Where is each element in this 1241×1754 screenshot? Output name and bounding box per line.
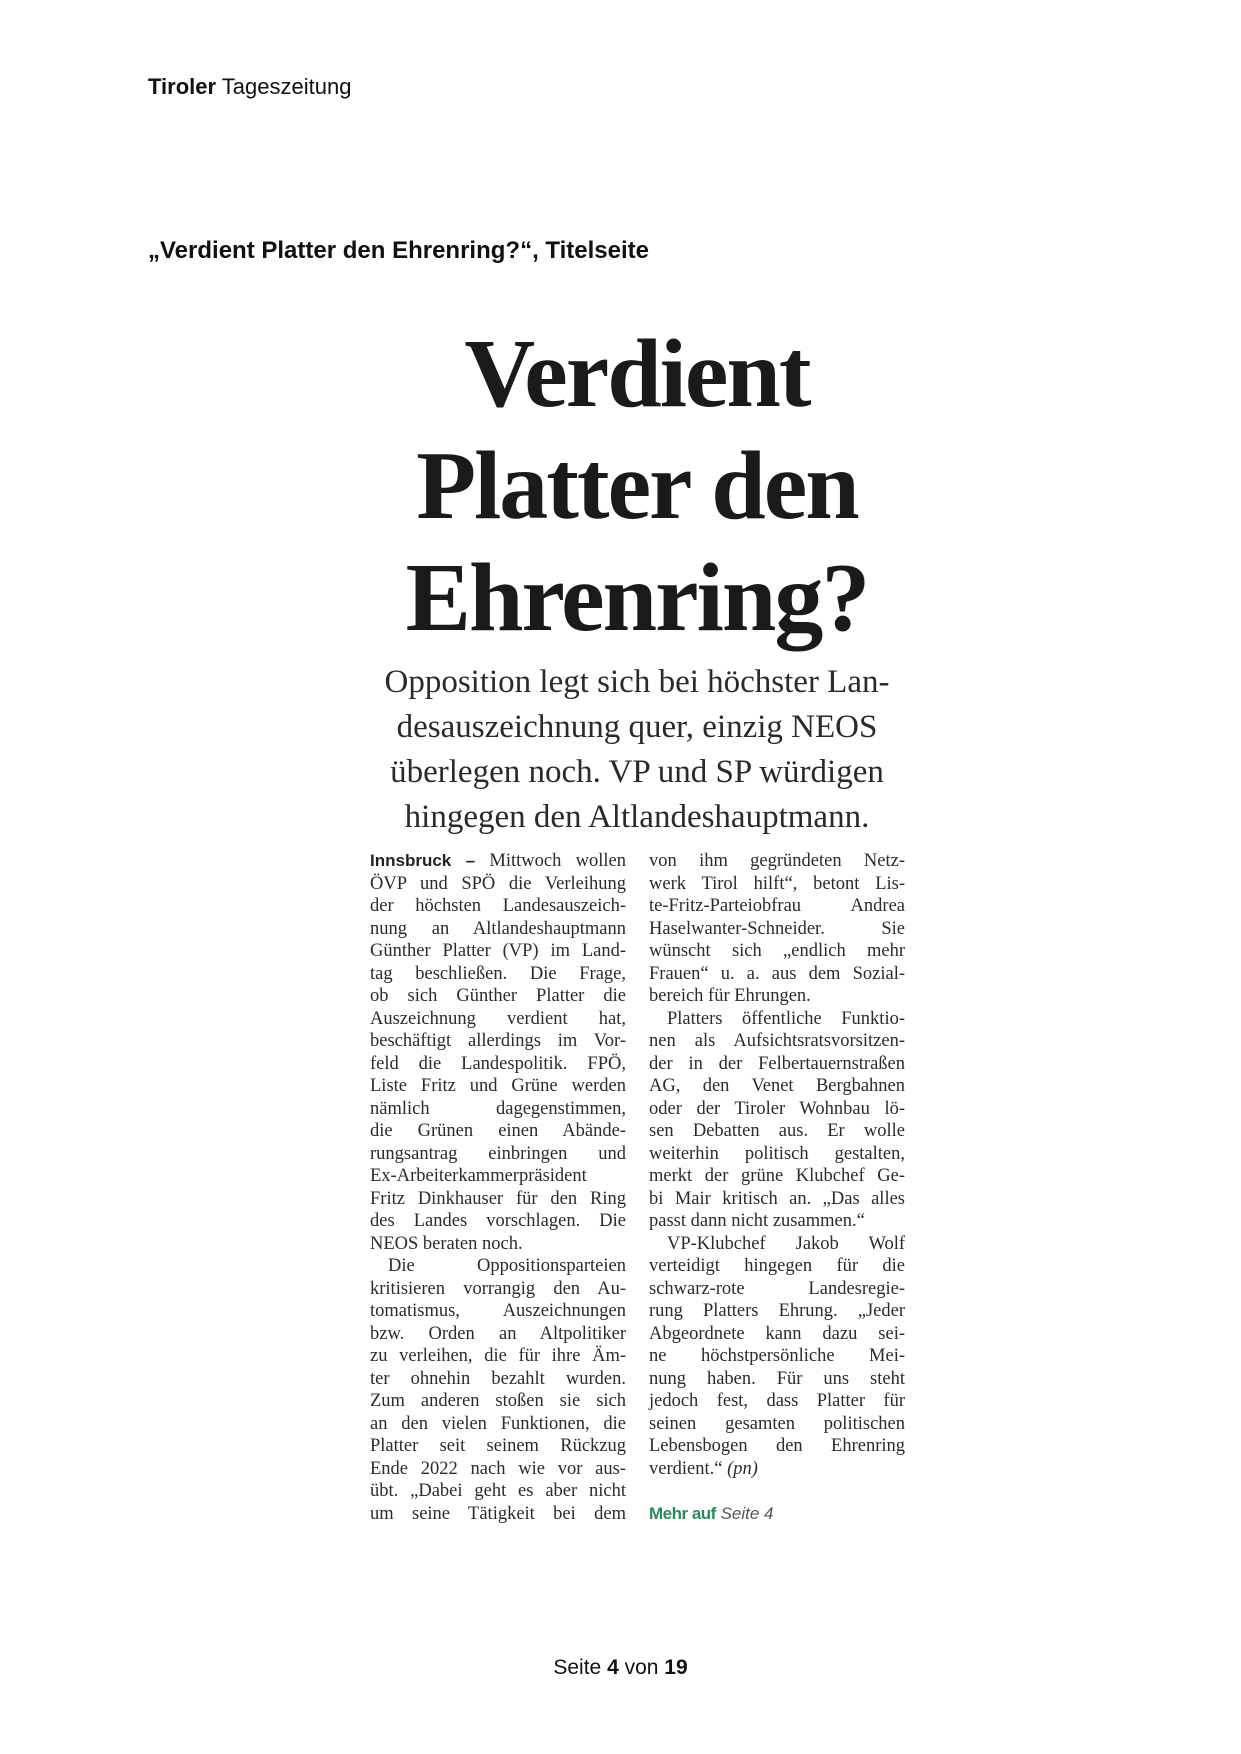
line-text: rungsantrag einbringen und bbox=[370, 1143, 626, 1164]
text-line bbox=[370, 1368, 626, 1391]
publication-name-regular: Tageszeitung bbox=[221, 74, 352, 99]
line-text: die Grünen einen Abände- bbox=[370, 1121, 626, 1141]
line-text: jedoch fest, dass Platter für bbox=[649, 1391, 905, 1411]
line-text: oder der Tiroler Wohnbau lö- bbox=[649, 1098, 905, 1119]
line-text: tag beschließen. Die Frage, bbox=[370, 963, 626, 984]
text-line bbox=[649, 1165, 905, 1188]
publication-name bbox=[148, 74, 351, 100]
text-line bbox=[370, 1480, 626, 1503]
text-line bbox=[370, 1008, 626, 1031]
text-line bbox=[370, 873, 626, 896]
article-reference: „Verdient Platter den Ehrenring?“, Titelseite bbox=[148, 237, 650, 264]
line-text: Ex-Arbeiterkammerpräsident bbox=[370, 1166, 587, 1186]
text-line bbox=[370, 940, 626, 963]
text-line bbox=[370, 1503, 626, 1526]
line-text: von ihm gegründeten Netz- bbox=[649, 851, 905, 871]
text-line bbox=[370, 895, 626, 918]
text-line bbox=[649, 1323, 905, 1346]
text-line bbox=[649, 1053, 905, 1076]
line-text: verteidigt hingegen für die bbox=[649, 1256, 905, 1276]
line-text: nung haben. Für uns steht bbox=[649, 1368, 905, 1389]
text-line bbox=[649, 1143, 905, 1166]
line-text: NEOS beraten noch. bbox=[370, 1233, 523, 1254]
text-line bbox=[370, 1120, 626, 1143]
text-line bbox=[649, 895, 905, 918]
headline bbox=[337, 318, 937, 654]
line-text: schwarz-rote Landesregie- bbox=[649, 1278, 905, 1299]
author-initials: (pn) bbox=[727, 1458, 758, 1479]
text-line bbox=[649, 1233, 905, 1256]
line-text: sen Debatten aus. Er wolle bbox=[649, 1121, 905, 1141]
text-line bbox=[370, 1233, 626, 1256]
line-text: Mittwoch wollen bbox=[489, 851, 627, 871]
more-on-page-link[interactable] bbox=[649, 1503, 905, 1526]
text-line bbox=[370, 1075, 626, 1098]
line-text: Ende 2022 nach wie vor aus- bbox=[370, 1458, 626, 1479]
line-text: nung an Altlandeshauptmann bbox=[370, 918, 626, 939]
line-text: Günther Platter (VP) im Land- bbox=[370, 941, 626, 961]
more-label: Mehr auf bbox=[649, 1503, 716, 1523]
text-line bbox=[370, 985, 626, 1008]
text-line bbox=[370, 1458, 626, 1481]
text-line bbox=[649, 1278, 905, 1301]
deck-line: desauszeichnung quer, einzig NEOS bbox=[396, 709, 878, 745]
text-line bbox=[649, 1368, 905, 1391]
more-page: Seite 4 bbox=[720, 1503, 774, 1523]
deck-line: überlegen noch. VP und SP würdigen bbox=[390, 754, 884, 790]
text-line bbox=[370, 1413, 626, 1436]
text-line bbox=[370, 1435, 626, 1458]
line-text: um seine Tätigkeit bei dem bbox=[370, 1503, 626, 1524]
page-footer bbox=[0, 1656, 1241, 1680]
line-text: merkt der grüne Klubchef Ge- bbox=[649, 1166, 905, 1186]
text-line bbox=[370, 1345, 626, 1368]
line-text: bi Mair kritisch an. „Das alles bbox=[649, 1188, 905, 1209]
footer-prefix: Seite bbox=[553, 1656, 602, 1679]
line-text: nämlich dagegenstimmen, bbox=[370, 1098, 626, 1119]
text-line bbox=[370, 1030, 626, 1053]
deck-subheadline bbox=[337, 660, 937, 840]
line-text: an den vielen Funktionen, die bbox=[370, 1413, 626, 1434]
line-text: kritisieren vorrangig den Au- bbox=[370, 1278, 626, 1299]
line-text: verdient.“ bbox=[649, 1458, 723, 1479]
line-text: ÖVP und SPÖ die Verleihung bbox=[370, 873, 626, 894]
line-text: Lebensbogen den Ehrenring bbox=[649, 1436, 905, 1456]
text-line bbox=[649, 963, 905, 986]
line-text: zu verleihen, die für ihre Äm- bbox=[370, 1346, 626, 1366]
line-text: bereich für Ehrungen. bbox=[649, 986, 811, 1006]
line-text: der in der Felbertauernstraßen bbox=[649, 1053, 905, 1074]
line-text: Die Oppositionsparteien bbox=[388, 1256, 626, 1276]
line-text: te-Fritz-Parteiobfrau Andrea bbox=[649, 896, 905, 916]
footer-page-number: 4 bbox=[607, 1656, 619, 1679]
line-text: VP-Klubchef Jakob Wolf bbox=[667, 1233, 905, 1254]
line-text: ter ohnehin bezahlt wurden. bbox=[370, 1368, 626, 1389]
line-text: Platters öffentliche Funktio- bbox=[667, 1008, 905, 1029]
text-line bbox=[370, 1323, 626, 1346]
spacer-line bbox=[649, 1480, 905, 1503]
text-line bbox=[370, 1053, 626, 1076]
line-text: wünscht sich „endlich mehr bbox=[649, 941, 905, 961]
line-text: Platter seit seinem Rückzug bbox=[370, 1436, 626, 1456]
article-column-left bbox=[370, 850, 626, 1525]
line-text: Fritz Dinkhauser für den Ring bbox=[370, 1188, 626, 1209]
headline-line: Verdient bbox=[464, 320, 810, 428]
line-text: nen als Aufsichtsratsvorsitzen- bbox=[649, 1031, 905, 1051]
headline-line: Platter den bbox=[416, 432, 858, 540]
deck-line: Opposition legt sich bei höchster Lan- bbox=[384, 664, 890, 700]
line-text: des Landes vorschlagen. Die bbox=[370, 1211, 626, 1231]
line-text: Frauen“ u. a. aus dem Sozial- bbox=[649, 963, 905, 984]
text-line bbox=[649, 1413, 905, 1436]
line-text: werk Tirol hilft“, betont Lis- bbox=[649, 873, 905, 894]
text-line bbox=[370, 918, 626, 941]
text-line bbox=[370, 850, 626, 873]
text-line bbox=[649, 1345, 905, 1368]
text-line bbox=[649, 1075, 905, 1098]
text-line bbox=[370, 1278, 626, 1301]
text-line bbox=[370, 1165, 626, 1188]
text-line bbox=[649, 1390, 905, 1413]
line-text: feld die Landespolitik. FPÖ, bbox=[370, 1053, 626, 1074]
line-text: Haselwanter-Schneider. Sie bbox=[649, 918, 905, 939]
text-line bbox=[370, 1255, 626, 1278]
text-line bbox=[649, 1030, 905, 1053]
line-text: Abgeordnete kann dazu sei- bbox=[649, 1323, 905, 1344]
line-text: Auszeichnung verdient hat, bbox=[370, 1008, 626, 1029]
text-line bbox=[649, 1435, 905, 1458]
text-line bbox=[370, 1143, 626, 1166]
text-line bbox=[649, 1098, 905, 1121]
text-line bbox=[649, 1300, 905, 1323]
text-line bbox=[370, 1300, 626, 1323]
text-line bbox=[649, 1210, 905, 1233]
text-line bbox=[370, 1210, 626, 1233]
line-text: AG, den Venet Bergbahnen bbox=[649, 1076, 905, 1096]
line-text: ob sich Günther Platter die bbox=[370, 986, 626, 1006]
text-line bbox=[649, 918, 905, 941]
line-text: seinen gesamten politischen bbox=[649, 1413, 905, 1434]
publication-name-bold: Tiroler bbox=[148, 74, 217, 99]
text-line bbox=[370, 1098, 626, 1121]
footer-page-total: 19 bbox=[664, 1656, 688, 1679]
article-column-right bbox=[649, 850, 905, 1525]
line-text: weiterhin politisch gestalten, bbox=[649, 1143, 905, 1164]
text-line bbox=[370, 1188, 626, 1211]
text-line bbox=[649, 940, 905, 963]
line-text: beschäftigt allerdings im Vor- bbox=[370, 1031, 626, 1051]
text-line bbox=[370, 963, 626, 986]
line-text: Zum anderen stoßen sie sich bbox=[370, 1391, 626, 1411]
text-line bbox=[370, 1390, 626, 1413]
text-line bbox=[649, 1255, 905, 1278]
line-text: übt. „Dabei geht es aber nicht bbox=[370, 1481, 626, 1501]
dateline: Innsbruck – bbox=[370, 851, 476, 870]
text-line bbox=[649, 1188, 905, 1211]
footer-of: von bbox=[624, 1656, 659, 1679]
line-text: passt dann nicht zusammen.“ bbox=[649, 1211, 865, 1231]
text-line bbox=[649, 985, 905, 1008]
deck-line: hingegen den Altlandeshauptmann. bbox=[404, 799, 870, 835]
text-line bbox=[649, 1458, 905, 1481]
headline-line: Ehrenring? bbox=[405, 544, 869, 652]
text-line bbox=[649, 1120, 905, 1143]
text-line bbox=[649, 850, 905, 873]
line-text: bzw. Orden an Altpolitiker bbox=[370, 1323, 626, 1344]
text-line bbox=[649, 873, 905, 896]
line-text: ne höchstpersönliche Mei- bbox=[649, 1346, 905, 1366]
line-text: der höchsten Landesauszeich- bbox=[370, 896, 626, 916]
line-text: tomatismus, Auszeichnungen bbox=[370, 1301, 626, 1321]
text-line bbox=[649, 1008, 905, 1031]
line-text: rung Platters Ehrung. „Jeder bbox=[649, 1301, 905, 1321]
line-text: Liste Fritz und Grüne werden bbox=[370, 1076, 626, 1096]
